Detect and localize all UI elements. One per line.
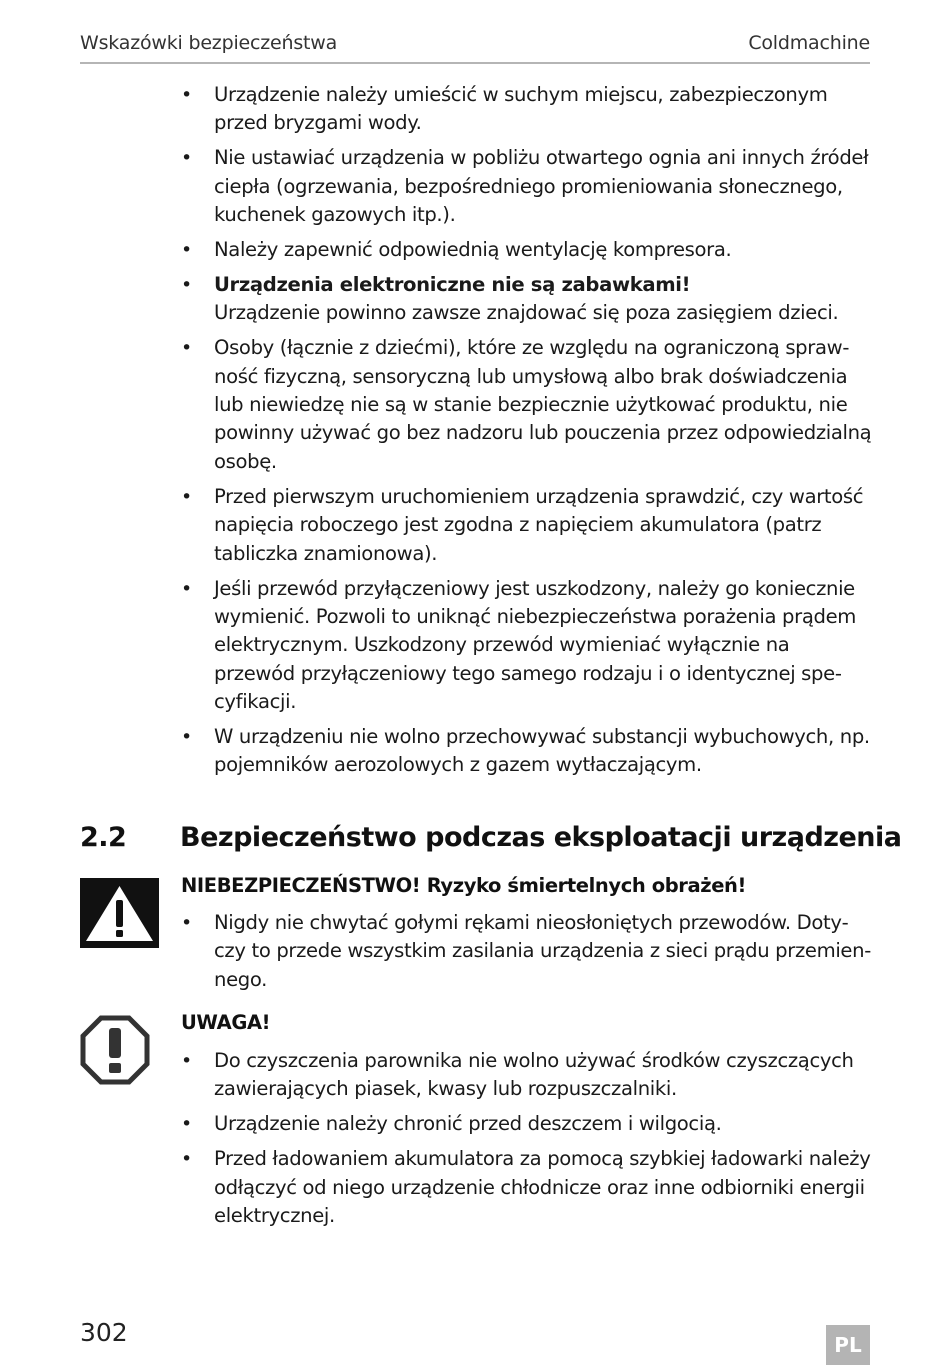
list-item: • Należy zapewnić odpowiednią wentylację kompresora.	[181, 236, 873, 264]
list-item-emphasis: Urządzenia elektroniczne nie są zabawkami!	[214, 272, 691, 296]
language-badge: PL	[826, 1325, 870, 1365]
list-item: • Osoby (łącznie z dziećmi), które ze względu na ograniczoną sprawność fizyczną, sensoryczną lub umysłową albo brak doświadczenia lub niewiedzę nie są w stanie bezpiecznie użytkować produktu, nie powinny używać go bez nadzoru lub pouczenia przez odpowiedzialną osobę.	[181, 334, 873, 476]
list-item: • Urządzenia elektroniczne nie są zabawkami! Urządzenie powinno zawsze znajdować się poza zasięgiem dzieci.	[181, 271, 873, 328]
danger-heading: NIEBEZPIECZEŃSTWO! Ryzyko śmiertelnych obrażeń!	[181, 874, 747, 897]
page-header	[80, 30, 870, 64]
list-item: • Przed pierwszym uruchomieniem urządzenia sprawdzić, czy wartość napięcia roboczego jest zgodna z napięciem akumulatora (patrz tabliczka znamionowa).	[181, 483, 873, 568]
safety-list-top	[181, 81, 873, 786]
caution-list	[181, 1047, 873, 1237]
header-section-title: Wskazówki bezpieczeństwa	[80, 32, 338, 54]
octagon-exclamation-icon	[80, 1015, 150, 1085]
list-item: • Nigdy nie chwytać gołymi rękami nieosłoniętych przewodów. Dotyczy to przede wszystkim zasilania urządzenia z sieci prądu przemiennego.	[181, 909, 873, 994]
caution-heading: UWAGA!	[181, 1011, 271, 1034]
list-item: • Przed ładowaniem akumulatora za pomocą szybkiej ładowarki należy odłączyć od niego urządzenie chłodnicze oraz inne odbiorniki energii elektrycznej.	[181, 1145, 873, 1230]
section-title: Bezpieczeństwo podczas eksploatacji urządzenia	[180, 822, 902, 853]
list-item: • Urządzenie należy chronić przed deszczem i wilgocią.	[181, 1110, 873, 1138]
danger-list	[181, 909, 873, 1001]
list-item: • Jeśli przewód przyłączeniowy jest uszkodzony, należy go koniecznie wymienić. Pozwoli to uniknąć niebezpieczeństwa porażenia prądem elektrycznym. Uszkodzony przewód wymieniać wyłącznie na przewód przyłączeniowy tego samego rodzaju i o identycznej specyfikacji.	[181, 575, 873, 717]
list-item: • Urządzenie należy umieścić w suchym miejscu, zabezpieczonym przed bryzgami wody.	[181, 81, 873, 138]
section-number: 2.2	[80, 822, 127, 853]
page-number: 302	[80, 1318, 128, 1347]
list-item: • Do czyszczenia parownika nie wolno używać środków czyszczących zawierających piasek, kwasy lub rozpuszczalniki.	[181, 1047, 873, 1104]
warning-triangle-icon	[80, 878, 159, 948]
list-item: • W urządzeniu nie wolno przechowywać substancji wybuchowych, np. pojemników aerozolowych z gazem wytłaczającym.	[181, 723, 873, 780]
list-item: • Nie ustawiać urządzenia w pobliżu otwartego ognia ani innych źródeł ciepła (ogrzewania, bezpośredniego promieniowania słonecznego, kuchenek gazowych itp.).	[181, 144, 873, 229]
header-product-name: Coldmachine	[748, 32, 870, 54]
